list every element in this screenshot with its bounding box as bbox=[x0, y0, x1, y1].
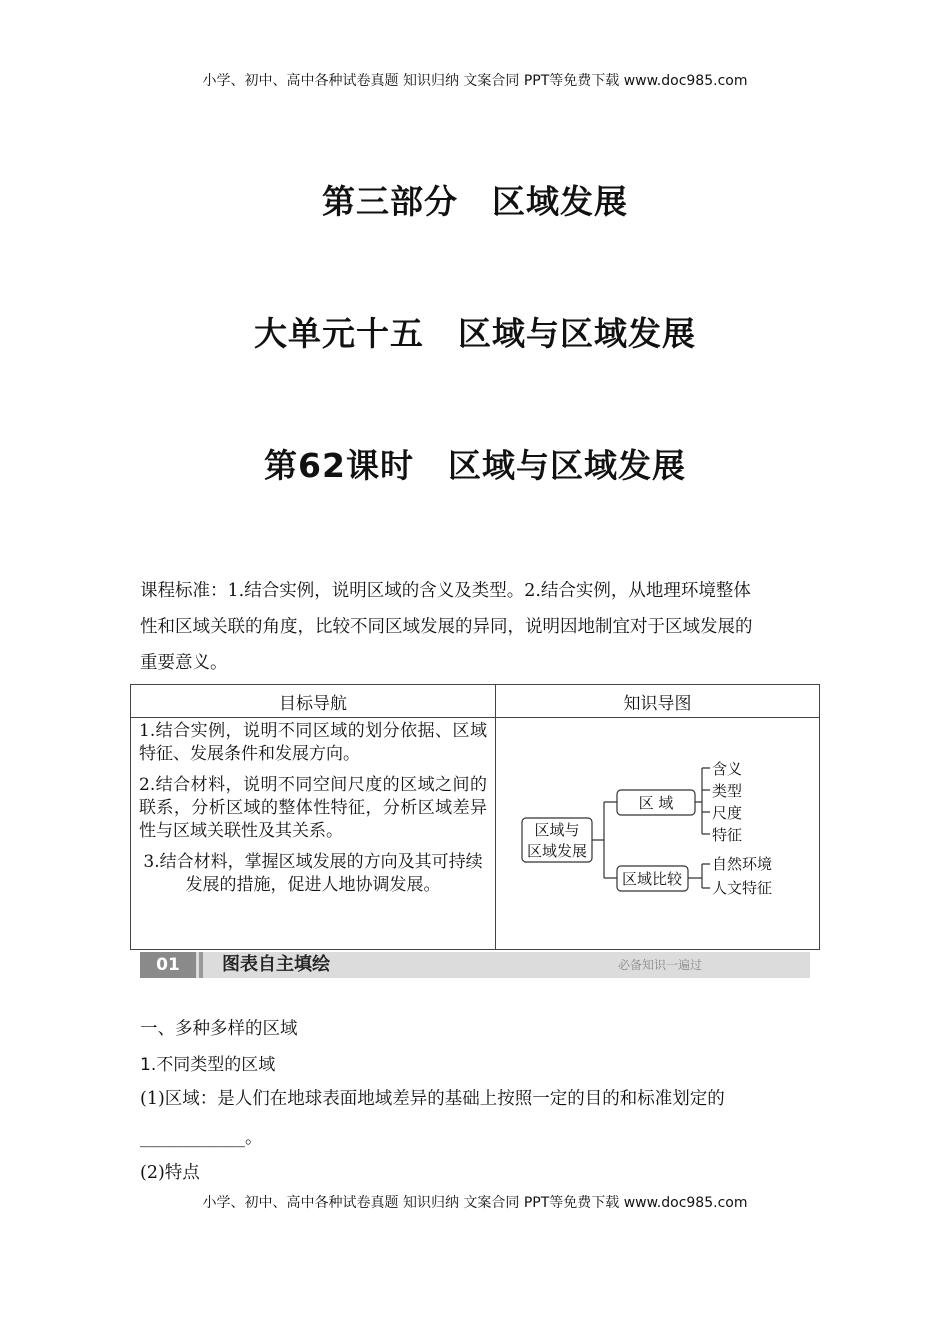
connector-line bbox=[592, 802, 617, 878]
banner-title: 图表自主填绘 bbox=[222, 954, 330, 975]
connector-line bbox=[695, 768, 710, 834]
paragraph: (2)特点 bbox=[140, 1163, 200, 1183]
goal-item: 3.结合材料，掌握区域发展的方向及其可持续发展的措施，促进人地协调发展。 bbox=[143, 852, 483, 895]
mindmap-leaf: 含义 bbox=[712, 760, 743, 778]
mindmap-branch: 区 域 bbox=[638, 794, 674, 812]
goal-item: 2.结合材料，说明不同空间尺度的区域之间的联系，分析区域的整体性特征，分析区域差异性与区域关联性及其关系。 bbox=[139, 775, 487, 841]
goal-item: 1.结合实例，说明不同区域的划分依据、区域特征、发展条件和发展方向。 bbox=[139, 721, 487, 764]
section-banner bbox=[140, 952, 810, 978]
mindmap-leaf: 类型 bbox=[712, 782, 743, 800]
banner-subtitle: 必备知识一遍过 bbox=[618, 958, 703, 972]
mindmap-leaf: 自然环境 bbox=[712, 855, 773, 873]
part-title: 第三部分 区域发展 bbox=[322, 182, 628, 221]
mindmap-leaf: 人文特征 bbox=[712, 879, 773, 897]
standard-line: 性和区域关联的角度，比较不同区域发展的异同，说明因地制宜对于区域发展的 bbox=[140, 617, 753, 637]
fill-blank: ____________。 bbox=[140, 1128, 263, 1148]
standard-line: 课程标准：1.结合实例，说明区域的含义及类型。2.结合实例，从地理环境整体 bbox=[140, 581, 751, 601]
page-header: 小学、初中、高中各种试卷真题 知识归纳 文案合同 PPT等免费下载 www.doc985.com bbox=[202, 73, 748, 89]
mindmap-branch: 区域比较 bbox=[621, 870, 683, 888]
banner-divider bbox=[199, 952, 203, 978]
banner-number: 01 bbox=[140, 952, 196, 978]
subsection-heading: 1.不同类型的区域 bbox=[140, 1055, 276, 1075]
connector-line bbox=[688, 864, 710, 888]
unit-title: 大单元十五 区域与区域发展 bbox=[254, 314, 696, 353]
mindmap-leaf: 特征 bbox=[712, 826, 743, 844]
mindmap-leaf: 尺度 bbox=[712, 804, 743, 822]
standard-line: 重要意义。 bbox=[140, 653, 228, 673]
lesson-title: 第62课时 区域与区域发展 bbox=[264, 446, 686, 485]
mindmap-root: 区域与 bbox=[534, 821, 580, 839]
section-heading: 一、多种多样的区域 bbox=[140, 1019, 298, 1039]
header-mindmap: 知识导图 bbox=[496, 685, 820, 718]
header-goals: 目标导航 bbox=[131, 685, 496, 718]
paragraph: (1)区域：是人们在地球表面地域差异的基础上按照一定的目的和标准划定的 bbox=[140, 1089, 725, 1109]
page-footer: 小学、初中、高中各种试卷真题 知识归纳 文案合同 PPT等免费下载 www.doc985.com bbox=[202, 1195, 748, 1211]
mindmap-root: 区域发展 bbox=[526, 842, 588, 860]
